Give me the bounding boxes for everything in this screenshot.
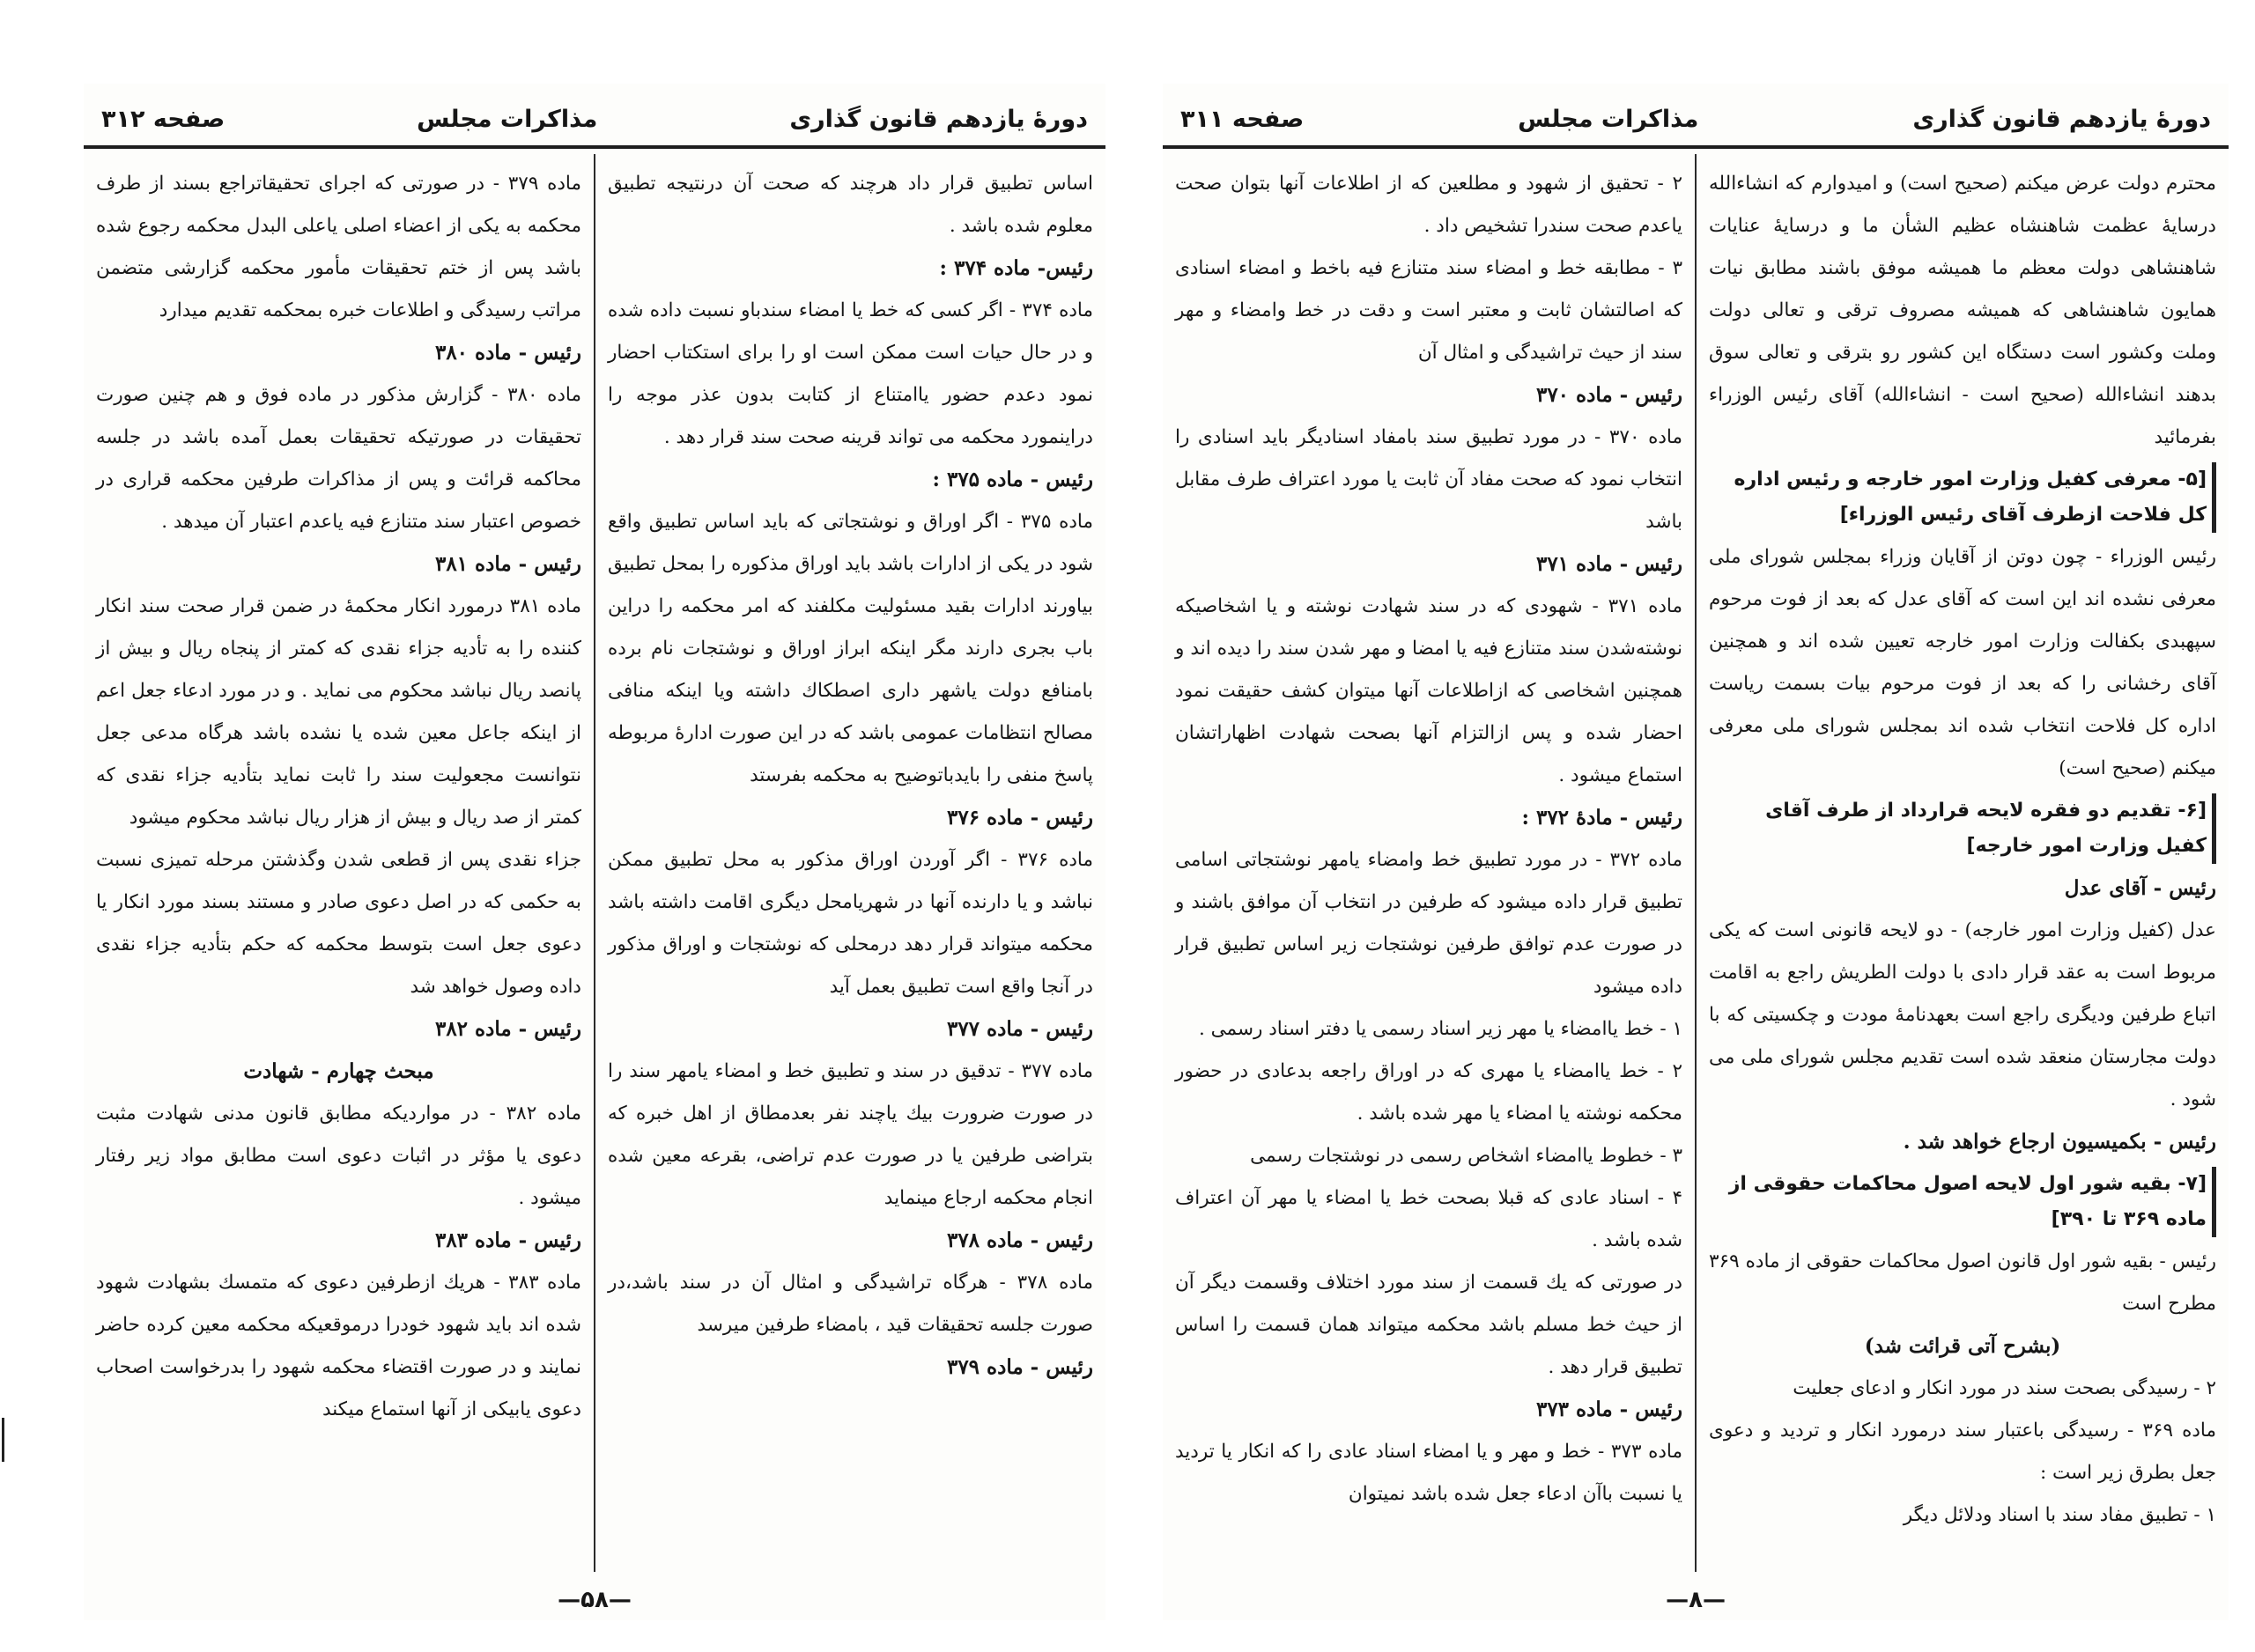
paragraph: ماده ۳۷۶ - اگر آوردن اوراق مذکور به محل تطبیق ممکن نباشد و یا دارنده آنها در شهریامحل دیگری اقامت داشته باشد محکمه میتواند قرار دهد درمحلی که نوشتجات و اوراق مذکور در آنجا واقع است تطبیق بعمل آید: [608, 849, 1093, 998]
speaker-heading: (بشرح آتی قرائت شد): [1864, 1334, 2061, 1358]
paragraph: ماده ۳۷۱ - شهودی که در سند شهادت نوشته و یا اشخاصیکه نوشته‌شدن سند متنازع فیه یا امضا و مهر شدن سند را دیده اند و همچنین اشخاصی که ازاطلاعات آنها میتوان کشف حقیقت نمود احضار شده و پس ازالتزام آنها بصحت شهادت اظهاراتشان استماع میشود .: [1175, 595, 1683, 786]
paragraph: ۲ - خط یاامضاء یا مهری که در اوراق راجعه بدعادی در حضور محکمه نوشته یا امضاء یا مهر شده باشد .: [1175, 1060, 1682, 1125]
publication-title: مذاکرات مجلس: [1518, 105, 1699, 133]
paragraph: ماده ۳۷۸ - هرگاه تراشیدگی و امثال آن در سند باشد،در صورت جلسه تحقیقات قید ، بامضاء طرفین میرسد: [608, 1272, 1093, 1336]
agenda-heading: [۷- بقیه شور اول لایحه اصول محاکمات حقوقی از ماده ۳۶۹ تا ۳۹۰]: [1709, 1167, 2216, 1237]
paragraph: رئیس - بقیه شور اول قانون اصول محاکمات حقوقی از ماده ۳۶۹ مطرح است: [1709, 1250, 2216, 1315]
speaker-heading: رئیس - ماده ۳۷۳: [1535, 1398, 1682, 1421]
text-column-left: [1163, 154, 1697, 1572]
agenda-heading: [۵- معرفی کفیل وزارت امور خارجه و رئیس اداره کل فلاحت ازطرف آقای رئیس الوزراء]: [1709, 462, 2216, 533]
speaker-heading: رئیس - ماده ۳۸۲: [434, 1017, 581, 1041]
text-column-right: [1697, 154, 2229, 1572]
page-number: صفحه ۳۱۱: [1180, 105, 1305, 133]
paragraph: ۲ - رسیدگی بصحت سند در مورد انکار و ادعای جعلیت: [1793, 1377, 2216, 1399]
paragraph: ماده ۳۷۵ - اگر اوراق و نوشتجاتی که باید اساس تطبیق واقع شود در یکی از ادارات باشد باید اوراق مذکوره را بمحل تطبیق بیاورند ادارات بقید مسئولیت مکلفند که امر محکمه را دراین باب بجری دارند مگر اینکه ابراز اوراق و نوشتجات نام برده بامنافع دولت یاشهر داری اصطکاك داشته ویا اینکه منافی مصالح انتظامات عمومی باشد که در این صورت ادارهٔ مربوطه پاسخ منفی را بایدباتوضیح به محکمه بفرستد: [608, 511, 1093, 786]
paragraph: ۱ - تطبیق مفاد سند با اسناد ودلائل دیگر: [1903, 1504, 2216, 1526]
left-page-header: [84, 92, 1105, 149]
paragraph: ۴ - اسناد عادی که قبلا بصحت خط یا امضاء یا مهر آن اعتراف شده باشد .: [1175, 1187, 1682, 1251]
text-column-right: [595, 154, 1105, 1572]
scan-mark: [2, 1418, 4, 1462]
paragraph: ۳ - مطابقه خط و امضاء سند متنازع فیه باخط و امضاء اسنادی که اصالتشان ثابت و معتبر است و دقت در خط وامضاء و مهر سند از حیث تراشیدگی و امثال آن: [1175, 257, 1682, 364]
page-number: صفحه ۳۱۲: [101, 105, 226, 133]
text-column-left: [84, 154, 595, 1572]
paragraph: ۲ - تحقیق از شهود و مطلعین که از اطلاعات آنها بتوان صحت یاعدم صحت سندرا تشخیص داد .: [1175, 173, 1682, 237]
paragraph: ماده ۳۷۲ - در مورد تطبیق خط وامضاء یامهر نوشتجاتی اسامی تطبیق قرار داده میشود که طرفین در انتخاب آن موافق باشند و در صورت عدم توافق طرفین نوشتجات زیر اساس تطبیق قرار داده میشود: [1175, 849, 1682, 998]
paragraph: ماده ۳۸۰ - گزارش مذکور در ماده فوق و هم چنین صورت تحقیقات در صورتیکه تحقیقات بعمل آمده باشد در جلسه محاکمه قرائت و پس از مذاکرات طرفین محکمه قراری در خصوص اعتبار سند متنازع فیه یاعدم اعتبار آن میدهد .: [96, 384, 581, 533]
speaker-heading: رئیس - ماده ۳۷۸: [946, 1228, 1093, 1252]
speaker-heading: مبحث چهارم - شهادت: [243, 1059, 434, 1083]
paragraph: ماده ۳۸۳ - هریك ازطرفین دعوی که متمسك بشهادت شهود شده اند باید شهود خودرا درموقعیکه محکمه معین کرده حاضر نمایند و در صورت اقتضاء محکمه شهود را بدرخواست اصحاب دعوی یابیکی از آنها استماع میکند: [96, 1272, 581, 1420]
speaker-heading: رئیس - بکمیسیون ارجاع خواهد شد .: [1903, 1130, 2216, 1154]
paragraph: ماده ۳۸۲ - در مواردیکه مطابق قانون مدنی شهادت مثبت دعوی یا مؤثر در اثبات دعوی است مطابق مواد زیر رفتار میشود .: [96, 1103, 581, 1209]
speaker-heading: رئیس - ماده ۳۷۹: [946, 1355, 1093, 1379]
page-footer-number: —۵۸—: [558, 1587, 632, 1613]
right-page: [1163, 84, 2229, 1620]
session-title: دورهٔ یازدهم قانون گذاری: [789, 105, 1088, 133]
paragraph: در صورتی که یك قسمت از سند مورد اختلاف وقسمت دیگر آن از حیث خط مسلم باشد محکمه میتواند همان قسمت را اساس تطبیق قرار دهد .: [1175, 1272, 1682, 1378]
paragraph: ماده ۳۷۷ - تدقیق در سند و تطبیق خط و امضاء یامهر سند را در صورت ضرورت بیك یاچند نفر بعدمطاق از اهل خبره که بتراضی طرفین یا در صورت عدم تراضی، بقرعه معین شده انجام محکمه ارجاع مینماید: [608, 1060, 1093, 1209]
paragraph: ماده ۳۶۹ - رسیدگی باعتبار سند درمورد انکار و تردید و دعوی جعل بطرق زیر است :: [1709, 1420, 2216, 1484]
paragraph: عدل (کفیل وزارت امور خارجه) - دو لایحه قانونی است که یکی مربوط است به عقد قرار دادی با دولت الطریش راجع به اقامت اتباع طرفین ودیگری راجع است بعهدنامهٔ مودت و چکسیتی که با دولت مجارستان منعقد شده است تقدیم مجلس شورای ملی می شود .: [1709, 919, 2216, 1110]
paragraph: ماده ۳۷۴ - اگر کسی که خط یا امضاء سندباو نسبت داده شده و در حال حیات است ممکن است او را برای استکتاب احضار نمود دعدم حضور یاامتناع از کتابت بدون عذر موجه را دراینمورد محکمه می تواند قرینه صحت سند قرار دهد .: [608, 299, 1093, 448]
speaker-heading: رئیس - ماده ۳۷۵ :: [932, 468, 1093, 491]
paragraph: ماده ۳۸۱ درمورد انکار محکمهٔ در ضمن قرار صحت سند انکار کننده را به تأدیه جزاء نقدی که کمتر از پنجاه ریال و بیش از پانصد ریال نباشد محکوم می نماید . و در مورد ادعاء جعل اعم از اینکه جاعل معین شده یا نشده باشد هرگاه مدعی جعل نتوانست مجعولیت سند را ثابت نماید بتأدیه جزاء نقدی که کمتر از صد ریال و بیش از هزار ریال نباشد محکوم میشود: [96, 595, 581, 829]
speaker-heading: رئیس - ماده ۳۷۰: [1535, 383, 1682, 407]
right-page-header: [1163, 92, 2229, 149]
speaker-heading: رئیس - ماده ۳۸۰: [434, 341, 581, 365]
agenda-heading: [۶- تقدیم دو فقره لایحه قرارداد از طرف آقای کفیل وزارت امور خارجه]: [1709, 793, 2216, 864]
speaker-heading: رئیس - آقای عدل: [2064, 876, 2216, 900]
speaker-heading: رئیس - ماده ۳۷۶: [946, 806, 1093, 830]
speaker-heading: رئیس - ماده ۳۷۷: [946, 1017, 1093, 1041]
speaker-heading: رئیس - ماده ۳۸۱: [434, 552, 581, 576]
speaker-heading: رئیس- ماده ۳۷۴ :: [939, 256, 1093, 280]
speaker-heading: رئیس - ماده ۳۷۱: [1535, 552, 1682, 576]
right-page-columns: [1163, 154, 2229, 1572]
speaker-heading: رئیس - ماده ۳۸۳: [434, 1228, 581, 1252]
speaker-heading: رئیس - مادهٔ ۳۷۲ :: [1521, 806, 1682, 830]
paragraph: رئیس الوزراء - چون دوتن از آقایان وزراء بمجلس شورای ملی معرفی نشده اند این است که آقای عدل که بعد از فوت مرحوم سپهبدی بکفالت وزارت امور خارجه تعیین شده اند و همچنین آقای رخشانی را که بعد از فوت مرحوم بیات بسمت ریاست اداره کل فلاحت انتخاب شده اند بمجلس شورای ملی معرفی میکنم (صحیح است): [1709, 546, 2216, 779]
paragraph: ماده ۳۷۳ - خط و مهر و یا امضاء اسناد عادی را که انکار یا تردید یا نسبت باآن ادعاء جعل شده باشد نمیتوان: [1175, 1441, 1682, 1505]
paragraph: اساس تطبیق قرار داد هرچند که صحت آن درنتیجه تطبیق معلوم شده باشد .: [608, 173, 1093, 237]
paragraph: محترم دولت عرض میکنم (صحیح است) و امیدوارم که انشاءالله درسایهٔ عظمت شاهنشاه عظیم الشأن ما و درسایهٔ عنایات شاهنشاهی دولت معظم ما همیشه موفق باشند مطابق نیات همایون شاهنشاهی که همیشه مصروف ترقی و تعالی دولت وملت وکشور است دستگاه این کشور رو بترقی و تعالی سوق بدهند انشاءالله (صحیح است - انشاءالله) آقای رئیس الوزراء بفرمائید: [1709, 173, 2216, 448]
paragraph: ماده ۳۷۰ - در مورد تطبیق سند بامفاد اسنادیگر باید اسنادی را انتخاب نمود که صحت مفاد آن ثابت یا مورد اعتراف طرف مقابل باشد: [1175, 426, 1682, 533]
left-page: [84, 84, 1105, 1620]
publication-title: مذاکرات مجلس: [417, 105, 598, 133]
paragraph: ۱ - خط یاامضاء یا مهر زیر اسناد رسمی یا دفتر اسناد رسمی .: [1198, 1018, 1682, 1040]
paragraph: ۳ - خطوط یاامضاء اشخاص رسمی در نوشتجات رسمی: [1250, 1145, 1682, 1167]
page-footer-number: —۸—: [1666, 1587, 1726, 1613]
paragraph: ماده ۳۷۹ - در صورتی که اجرای تحقیقاتراجع بسند از طرف محکمه به یکی از اعضاء اصلی یاعلی البدل محکمه رجوع شده باشد پس از ختم تحقیقات مأمور محکمه گزارشی متضمن مراتب رسیدگی و اطلاعات خبره بمحکمه تقدیم میدارد: [96, 173, 581, 321]
paragraph: جزاء نقدی پس از قطعی شدن وگذشتن مرحله تمیزی نسبت به حکمی که در اصل دعوی صادر و مستند بسند مورد انکار یا دعوی جعل است بتوسط محکمه که حکم بتأدیه جزاء نقدی داده وصول خواهد شد: [96, 849, 581, 998]
left-page-columns: [84, 154, 1105, 1572]
session-title: دورهٔ یازدهم قانون گذاری: [1912, 105, 2211, 133]
